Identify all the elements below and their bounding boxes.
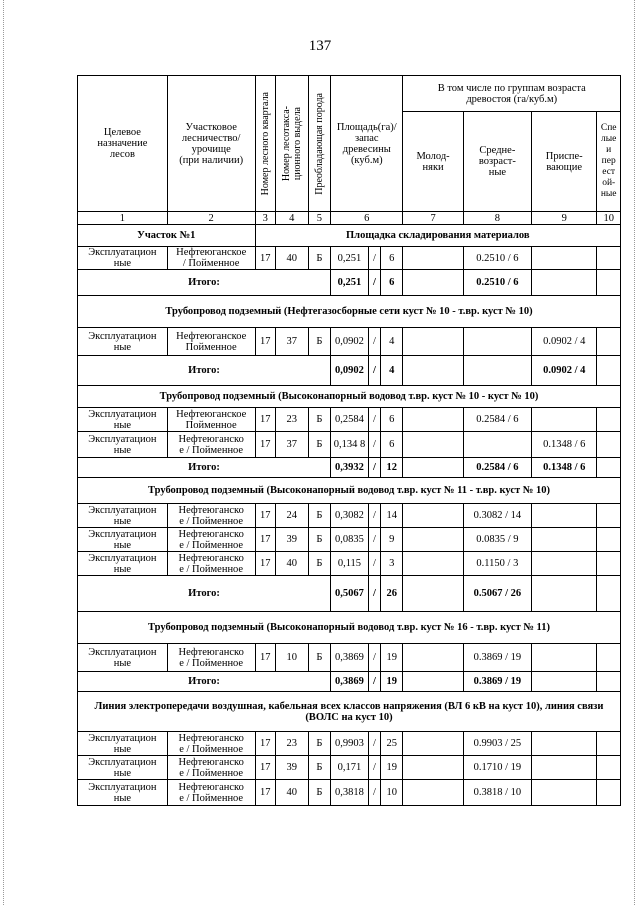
total-middle: 0.5067 / 26 bbox=[463, 576, 531, 612]
cell-forestry: Нефтеюганско е / Пойменное bbox=[167, 644, 255, 672]
total-mature bbox=[597, 458, 621, 478]
cell-quarter: 17 bbox=[255, 528, 275, 552]
total-label: Итого: bbox=[78, 672, 331, 692]
table-row bbox=[78, 504, 621, 528]
total-young bbox=[403, 270, 463, 296]
cell-species: Б bbox=[308, 528, 330, 552]
cell-area: 0,0902 bbox=[331, 328, 369, 356]
cell-middle: 0.1710 / 19 bbox=[463, 756, 531, 780]
cell-stock: 10 bbox=[381, 780, 403, 806]
table-row bbox=[78, 780, 621, 806]
cell-middle: 0.3082 / 14 bbox=[463, 504, 531, 528]
cell-premature: 0.1348 / 6 bbox=[532, 432, 597, 458]
section-title-row bbox=[78, 225, 621, 247]
cell-forestry: Нефтеюганское / Пойменное bbox=[167, 247, 255, 270]
total-area: 0,3932 bbox=[331, 458, 369, 478]
total-label: Итого: bbox=[78, 356, 331, 386]
total-mature bbox=[597, 270, 621, 296]
cell-forestry: Нефтеюганско е / Пойменное bbox=[167, 504, 255, 528]
cell-allotment: 23 bbox=[275, 732, 308, 756]
cell-separator: / bbox=[368, 644, 380, 672]
total-stock: 4 bbox=[381, 356, 403, 386]
cell-allotment: 37 bbox=[275, 328, 308, 356]
cell-area: 0,0835 bbox=[331, 528, 369, 552]
cell-separator: / bbox=[368, 328, 380, 356]
cell-allotment: 23 bbox=[275, 408, 308, 432]
total-area: 0,3869 bbox=[331, 672, 369, 692]
cell-purpose: Эксплуатацион ные bbox=[78, 328, 168, 356]
cell-area: 0,2584 bbox=[331, 408, 369, 432]
cell-middle: 0.3818 / 10 bbox=[463, 780, 531, 806]
cell-separator: / bbox=[368, 408, 380, 432]
section-title-row bbox=[78, 478, 621, 504]
table-row bbox=[78, 732, 621, 756]
section-title-row bbox=[78, 386, 621, 408]
cell-species: Б bbox=[308, 732, 330, 756]
section-title-row bbox=[78, 612, 621, 644]
section-title: Трубопровод подземный (Высоконапорный водовод т.вр. куст № 11 - т.вр. куст № 10) bbox=[78, 478, 621, 504]
cell-species: Б bbox=[308, 504, 330, 528]
cell-separator: / bbox=[368, 528, 380, 552]
cell-premature: 0.0902 / 4 bbox=[532, 328, 597, 356]
cell-stock: 25 bbox=[381, 732, 403, 756]
cell-stock: 6 bbox=[381, 408, 403, 432]
cell-species: Б bbox=[308, 552, 330, 576]
cell-allotment: 10 bbox=[275, 644, 308, 672]
cell-purpose: Эксплуатацион ные bbox=[78, 552, 168, 576]
cell-mature bbox=[597, 408, 621, 432]
total-row bbox=[78, 270, 621, 296]
total-middle bbox=[463, 356, 531, 386]
cell-quarter: 17 bbox=[255, 552, 275, 576]
cell-premature bbox=[532, 408, 597, 432]
cell-separator: / bbox=[368, 756, 380, 780]
cell-young bbox=[403, 247, 463, 270]
cell-middle: 0.9903 / 25 bbox=[463, 732, 531, 756]
cell-species: Б bbox=[308, 408, 330, 432]
total-separator: / bbox=[368, 356, 380, 386]
total-separator: / bbox=[368, 458, 380, 478]
cell-premature bbox=[532, 552, 597, 576]
header-purpose: Целевое назначение лесов bbox=[78, 76, 168, 212]
cell-quarter: 17 bbox=[255, 780, 275, 806]
cell-mature bbox=[597, 328, 621, 356]
cell-premature bbox=[532, 780, 597, 806]
cell-purpose: Эксплуатацион ные bbox=[78, 780, 168, 806]
cell-area: 0,3818 bbox=[331, 780, 369, 806]
cell-young bbox=[403, 432, 463, 458]
cell-premature bbox=[532, 528, 597, 552]
forest-table bbox=[77, 75, 621, 806]
cell-quarter: 17 bbox=[255, 732, 275, 756]
cell-stock: 6 bbox=[381, 247, 403, 270]
cell-premature bbox=[532, 504, 597, 528]
table-row bbox=[78, 328, 621, 356]
cell-stock: 19 bbox=[381, 644, 403, 672]
cell-stock: 14 bbox=[381, 504, 403, 528]
header-age-groups: В том числе по группам возраста древостоя (га/куб.м) bbox=[403, 76, 621, 112]
total-young bbox=[403, 356, 463, 386]
header-young: Молод- няки bbox=[403, 112, 463, 212]
cell-purpose: Эксплуатацион ные bbox=[78, 732, 168, 756]
cell-mature bbox=[597, 780, 621, 806]
cell-young bbox=[403, 552, 463, 576]
cell-area: 0,134 8 bbox=[331, 432, 369, 458]
cell-forestry: Нефтеюганско е / Пойменное bbox=[167, 732, 255, 756]
cell-mature bbox=[597, 432, 621, 458]
total-mature bbox=[597, 356, 621, 386]
table-row bbox=[78, 528, 621, 552]
cell-stock: 6 bbox=[381, 432, 403, 458]
table-row bbox=[78, 756, 621, 780]
total-middle: 0.3869 / 19 bbox=[463, 672, 531, 692]
header-middle: Средне- возраст- ные bbox=[463, 112, 531, 212]
total-row bbox=[78, 458, 621, 478]
cell-purpose: Эксплуатацион ные bbox=[78, 528, 168, 552]
cell-purpose: Эксплуатацион ные bbox=[78, 504, 168, 528]
cell-young bbox=[403, 780, 463, 806]
cell-forestry: Нефтеюганско е / Пойменное bbox=[167, 756, 255, 780]
total-separator: / bbox=[368, 576, 380, 612]
cell-area: 0,9903 bbox=[331, 732, 369, 756]
cell-forestry: Нефтеюганско е / Пойменное bbox=[167, 432, 255, 458]
total-young bbox=[403, 672, 463, 692]
cell-quarter: 17 bbox=[255, 328, 275, 356]
cell-quarter: 17 bbox=[255, 644, 275, 672]
cell-allotment: 39 bbox=[275, 756, 308, 780]
cell-purpose: Эксплуатацион ные bbox=[78, 644, 168, 672]
cell-separator: / bbox=[368, 732, 380, 756]
cell-forestry: Нефтеюганское Пойменное bbox=[167, 408, 255, 432]
cell-mature bbox=[597, 528, 621, 552]
cell-premature bbox=[532, 644, 597, 672]
cell-purpose: Эксплуатацион ные bbox=[78, 432, 168, 458]
total-label: Итого: bbox=[78, 270, 331, 296]
cell-separator: / bbox=[368, 247, 380, 270]
cell-allotment: 39 bbox=[275, 528, 308, 552]
cell-separator: / bbox=[368, 504, 380, 528]
cell-mature bbox=[597, 732, 621, 756]
cell-allotment: 24 bbox=[275, 504, 308, 528]
total-young bbox=[403, 576, 463, 612]
total-mature bbox=[597, 672, 621, 692]
section-title: Линия электропередачи воздушная, кабельная всех классов напряжения (ВЛ 6 кВ на куст 10), линия связи (ВОЛС на куст 10) bbox=[78, 692, 621, 732]
cell-forestry: Нефтеюганско е / Пойменное bbox=[167, 780, 255, 806]
cell-mature bbox=[597, 504, 621, 528]
total-separator: / bbox=[368, 270, 380, 296]
cell-stock: 4 bbox=[381, 328, 403, 356]
header-quarter: Номер лесного квартала bbox=[255, 76, 275, 212]
page-number: 137 bbox=[308, 38, 332, 54]
total-premature: 0.1348 / 6 bbox=[532, 458, 597, 478]
cell-allotment: 40 bbox=[275, 552, 308, 576]
header-species: Преобладающая порода bbox=[308, 76, 330, 212]
cell-premature bbox=[532, 732, 597, 756]
cell-separator: / bbox=[368, 552, 380, 576]
total-premature bbox=[532, 672, 597, 692]
cell-forestry: Нефтеюганское Пойменное bbox=[167, 328, 255, 356]
cell-mature bbox=[597, 247, 621, 270]
table-row bbox=[78, 432, 621, 458]
header-area: Площадь(га)/ запас древесины (куб.м) bbox=[331, 76, 403, 212]
header-premature: Приспе- вающие bbox=[532, 112, 597, 212]
cell-separator: / bbox=[368, 432, 380, 458]
total-area: 0,5067 bbox=[331, 576, 369, 612]
cell-middle: 0.2584 / 6 bbox=[463, 408, 531, 432]
cell-species: Б bbox=[308, 432, 330, 458]
cell-middle: 0.1150 / 3 bbox=[463, 552, 531, 576]
cell-area: 0,171 bbox=[331, 756, 369, 780]
table-row bbox=[78, 247, 621, 270]
cell-species: Б bbox=[308, 644, 330, 672]
cell-middle: 0.2510 / 6 bbox=[463, 247, 531, 270]
cell-premature bbox=[532, 756, 597, 780]
cell-allotment: 37 bbox=[275, 432, 308, 458]
total-stock: 6 bbox=[381, 270, 403, 296]
cell-mature bbox=[597, 644, 621, 672]
cell-allotment: 40 bbox=[275, 780, 308, 806]
cell-species: Б bbox=[308, 247, 330, 270]
cell-middle bbox=[463, 328, 531, 356]
cell-young bbox=[403, 328, 463, 356]
total-label: Итого: bbox=[78, 458, 331, 478]
cell-middle bbox=[463, 432, 531, 458]
cell-allotment: 40 bbox=[275, 247, 308, 270]
header-forestry: Участковое лесничество/ урочище (при наличии) bbox=[167, 76, 255, 212]
cell-quarter: 17 bbox=[255, 432, 275, 458]
cell-mature bbox=[597, 552, 621, 576]
cell-species: Б bbox=[308, 756, 330, 780]
cell-quarter: 17 bbox=[255, 504, 275, 528]
cell-forestry: Нефтеюганско е / Пойменное bbox=[167, 552, 255, 576]
section-title-right: Площадка складирования материалов bbox=[255, 225, 620, 247]
cell-species: Б bbox=[308, 328, 330, 356]
cell-quarter: 17 bbox=[255, 408, 275, 432]
total-separator: / bbox=[368, 672, 380, 692]
section-title: Трубопровод подземный (Высоконапорный водовод т.вр. куст № 16 - т.вр. куст № 11) bbox=[78, 612, 621, 644]
cell-stock: 9 bbox=[381, 528, 403, 552]
header-mature: Спе лые и пер ест ой- ные bbox=[597, 112, 621, 212]
cell-young bbox=[403, 408, 463, 432]
cell-purpose: Эксплуатацион ные bbox=[78, 247, 168, 270]
cell-purpose: Эксплуатацион ные bbox=[78, 756, 168, 780]
total-row bbox=[78, 672, 621, 692]
total-middle: 0.2510 / 6 bbox=[463, 270, 531, 296]
total-area: 0,251 bbox=[331, 270, 369, 296]
total-premature bbox=[532, 576, 597, 612]
cell-quarter: 17 bbox=[255, 756, 275, 780]
cell-young bbox=[403, 528, 463, 552]
cell-mature bbox=[597, 756, 621, 780]
cell-forestry: Нефтеюганско е / Пойменное bbox=[167, 528, 255, 552]
total-middle: 0.2584 / 6 bbox=[463, 458, 531, 478]
cell-purpose: Эксплуатацион ные bbox=[78, 408, 168, 432]
section-title-row bbox=[78, 296, 621, 328]
table-row bbox=[78, 408, 621, 432]
cell-young bbox=[403, 644, 463, 672]
total-mature bbox=[597, 576, 621, 612]
section-title: Трубопровод подземный (Нефтегазосборные сети куст № 10 - т.вр. куст № 10) bbox=[78, 296, 621, 328]
scan-edge-right bbox=[634, 0, 635, 905]
section-title-row bbox=[78, 692, 621, 732]
cell-premature bbox=[532, 247, 597, 270]
total-area: 0,0902 bbox=[331, 356, 369, 386]
total-stock: 26 bbox=[381, 576, 403, 612]
cell-young bbox=[403, 756, 463, 780]
cell-middle: 0.0835 / 9 bbox=[463, 528, 531, 552]
cell-area: 0,3869 bbox=[331, 644, 369, 672]
section-title-left: Участок №1 bbox=[78, 225, 256, 247]
cell-quarter: 17 bbox=[255, 247, 275, 270]
total-premature bbox=[532, 270, 597, 296]
table-row bbox=[78, 552, 621, 576]
cell-area: 0,115 bbox=[331, 552, 369, 576]
cell-area: 0,251 bbox=[331, 247, 369, 270]
cell-stock: 3 bbox=[381, 552, 403, 576]
table-row bbox=[78, 644, 621, 672]
column-numbers-row: 1 2 3 4 5 6 7 8 9 10 bbox=[78, 212, 621, 225]
total-stock: 19 bbox=[381, 672, 403, 692]
total-label: Итого: bbox=[78, 576, 331, 612]
cell-area: 0,3082 bbox=[331, 504, 369, 528]
total-row bbox=[78, 576, 621, 612]
scan-edge-left bbox=[3, 0, 4, 905]
cell-young bbox=[403, 732, 463, 756]
total-young bbox=[403, 458, 463, 478]
total-row bbox=[78, 356, 621, 386]
cell-stock: 19 bbox=[381, 756, 403, 780]
total-premature: 0.0902 / 4 bbox=[532, 356, 597, 386]
cell-separator: / bbox=[368, 780, 380, 806]
section-title: Трубопровод подземный (Высоконапорный водовод т.вр. куст № 10 - куст № 10) bbox=[78, 386, 621, 408]
header-allotment: Номер лесотакса- ционного выдела bbox=[275, 76, 308, 212]
cell-young bbox=[403, 504, 463, 528]
total-stock: 12 bbox=[381, 458, 403, 478]
cell-middle: 0.3869 / 19 bbox=[463, 644, 531, 672]
cell-species: Б bbox=[308, 780, 330, 806]
